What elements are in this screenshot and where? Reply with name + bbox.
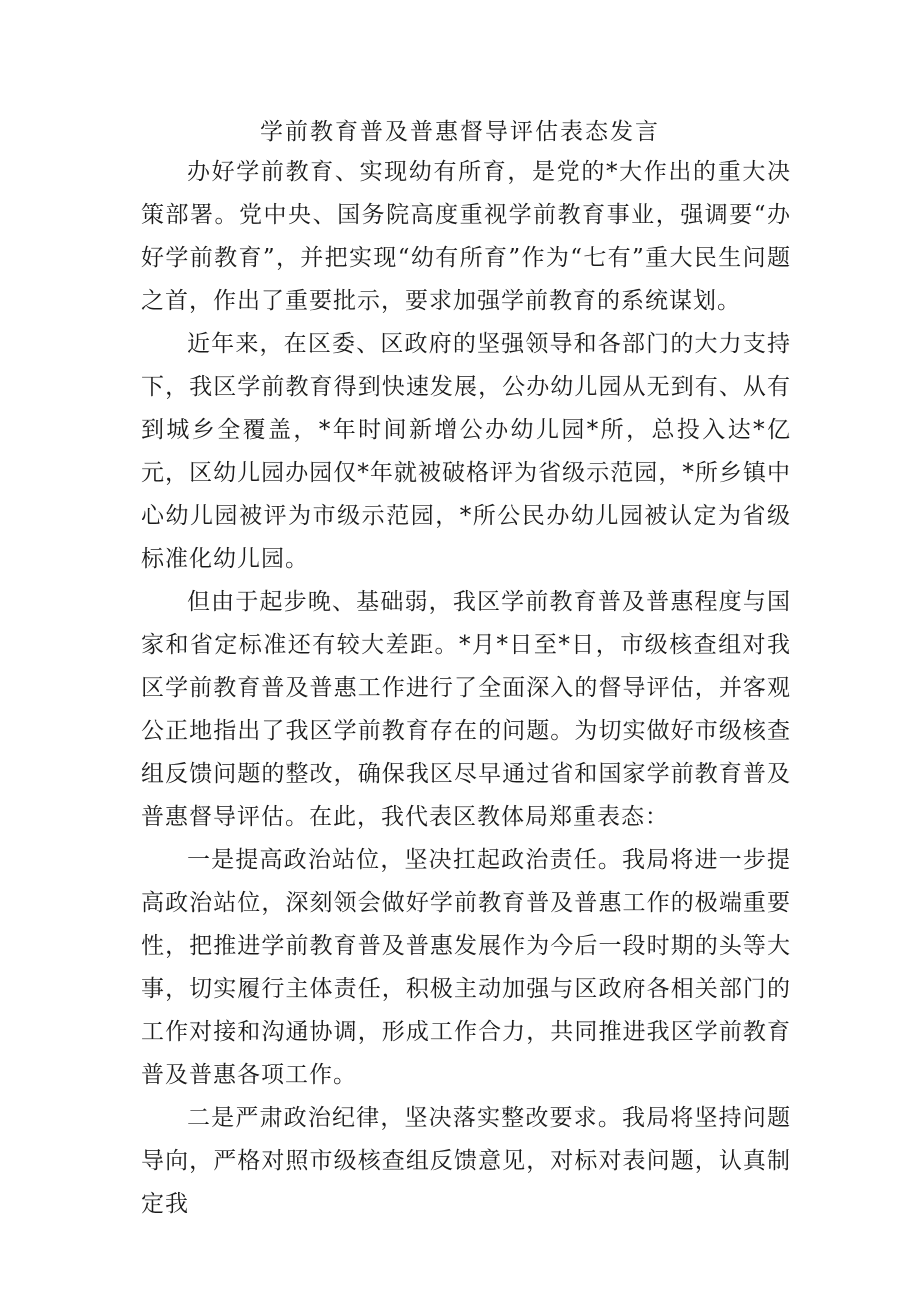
paragraph: 办好学前教育、实现幼有所育，是党的*大作出的重大决策部署。党中央、国务院高度重视学前教育事业，强调要“办好学前教育”，并把实现“幼有所育”作为“七有”重大民生问题之首，作出了重要批示，要求加强学前教育的系统谋划。 — [141, 159, 791, 314]
paragraph: 二是严肃政治纪律，坚决落实整改要求。我局将坚持问题导向，严格对照市级核查组反馈意见，对标对表问题，认真制定我 — [141, 1105, 791, 1217]
document-title: 学前教育普及普惠督导评估表态发言 — [260, 119, 660, 145]
paragraph: 近年来，在区委、区政府的坚强领导和各部门的大力支持下，我区学前教育得到快速发展，公办幼儿园从无到有、从有到城乡全覆盖，*年时间新增公办幼儿园*所，总投入达*亿元，区幼儿园办园仅*年就被破格评为省级示范园，*所乡镇中心幼儿园被评为市级示范园，*所公民办幼儿园被认定为省级标准化幼儿园。 — [141, 331, 791, 572]
paragraph: 但由于起步晚、基础弱，我区学前教育普及普惠程度与国家和省定标准还有较大差距。*月*日至*日，市级核查组对我区学前教育普及普惠工作进行了全面深入的督导评估，并客观公正地指出了我区学前教育存在的问题。为切实做好市级核查组反馈问题的整改，确保我区尽早通过省和国家学前教育普及普惠督导评估。在此，我代表区教体局郑重表态： — [141, 589, 791, 830]
paragraph: 一是提高政治站位，坚决扛起政治责任。我局将进一步提高政治站位，深刻领会做好学前教育普及普惠工作的极端重要性，把推进学前教育普及普惠发展作为今后一段时期的头等大事，切实履行主体责任，积极主动加强与区政府各相关部门的工作对接和沟通协调，形成工作合力，共同推进我区学前教育普及普惠各项工作。 — [141, 847, 791, 1088]
document-body — [141, 151, 791, 1226]
